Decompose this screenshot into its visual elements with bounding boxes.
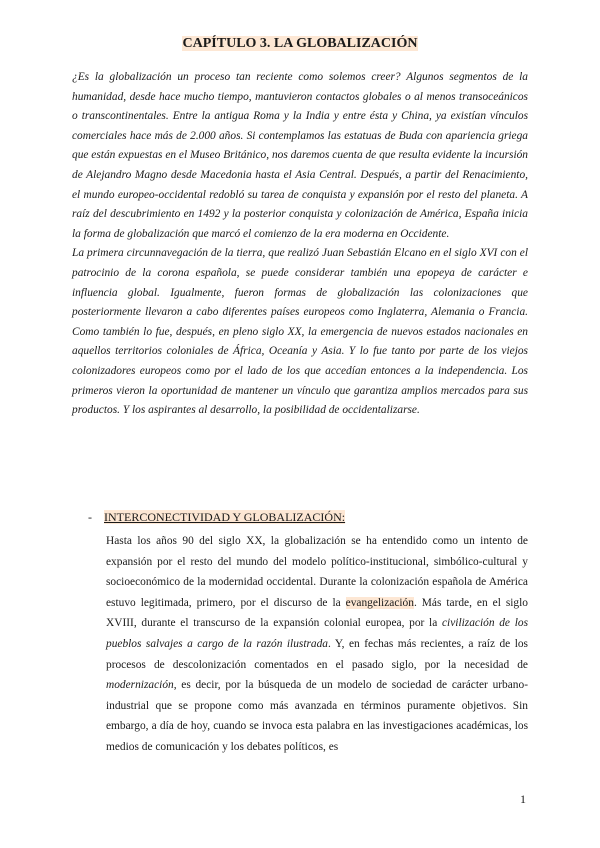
intro-text — [72, 68, 528, 421]
intro-paragraph-1: ¿Es la globalización un proceso tan reciente como solemos creer? Algunos segmentos de la humanidad, desde hace mucho tiempo, mantuvieron contactos globales o al menos transoceánicos o transcontinentales. Entre la antigua Roma y la India y entre ésta y China, ya existían vínculos comerciales hace más de 2.000 años. Si contemplamos las estatuas de Buda con apariencia griega que están expuestas en el Museo Británico, nos daremos cuenta de que resulta evidente la incursión de Alejandro Magno desde Macedonia hasta el Asia Central. Después, a partir del Renacimiento, el mundo europeo-occidental redobló su tarea de conquista y expansión por el resto del planeta. A raíz del descubrimiento en 1492 y la posterior conquista y colonización de América, España inicia la forma de globalización que marcó el comienzo de la era moderna en Occidente. — [72, 71, 528, 240]
section-heading: INTERCONECTIVIDAD Y GLOBALIZACIÓN: — [104, 510, 346, 524]
italic-term: modernización — [106, 679, 174, 692]
intro-paragraph-2: La primera circunnavegación de la tierra, que realizó Juan Sebastián Elcano en el siglo XVI con el patrocinio de la corona española, se puede considerar también una epopeya de carácter e influencia global. Igualmente, fueron formas de globalización las colonizaciones que posteriormente llevaron a cabo diferentes países europeos como Inglaterra, Alemania o Francia. Como también lo fue, después, en pleno siglo XX, la emergencia de nuevos estados nacionales en aquellos territorios coloniales de África, Oceanía y Asia. Y lo fue tanto por parte de los viejos colonizadores europeos como por el lado de los que accedían entonces a la independencia. Los primeros vieron la oportunidad de mantener un vínculo que garantiza amplios mercados para sus productos. Y los aspirantes al desarrollo, la posibilidad de occidentalizarse. — [72, 247, 528, 417]
bullet-dash: - — [88, 510, 92, 524]
section-heading-row — [88, 510, 345, 525]
highlighted-term: evangelización — [345, 596, 414, 609]
chapter-title: CAPÍTULO 3. LA GLOBALIZACIÓN — [182, 36, 418, 51]
section-body-paragraph: Hasta los años 90 del siglo XX, la globalización se ha entendido como un intento de expansión por el resto del mundo del modelo político-institucional, simbólico-cultural y socioeconómico de la modernidad occidental. Durante la colonización española de América estuvo legitimada, primero, por el discurso de la evangelización. Más tarde, en el siglo XVIII, durante el transcurso de la expansión colonial europea, por la civilización de los pueblos salvajes a cargo de la razón ilustrada. Y, en fechas más recientes, a raíz de los procesos de descolonización comentados en el pasado siglo, por la necesidad de modernización, es decir, por la búsqueda de un modelo de sociedad de carácter urbano-industrial que se propone como más avanzada en términos puramente objetivos. Sin embargo, a día de hoy, cuando se invoca esta palabra en las investigaciones académicas, los medios de comunicación y los debates políticos, es — [106, 535, 529, 753]
italic-phrase: civilización de los pueblos salvajes a cargo de la razón ilustrada — [106, 617, 529, 650]
page-number: 1 — [520, 792, 526, 806]
